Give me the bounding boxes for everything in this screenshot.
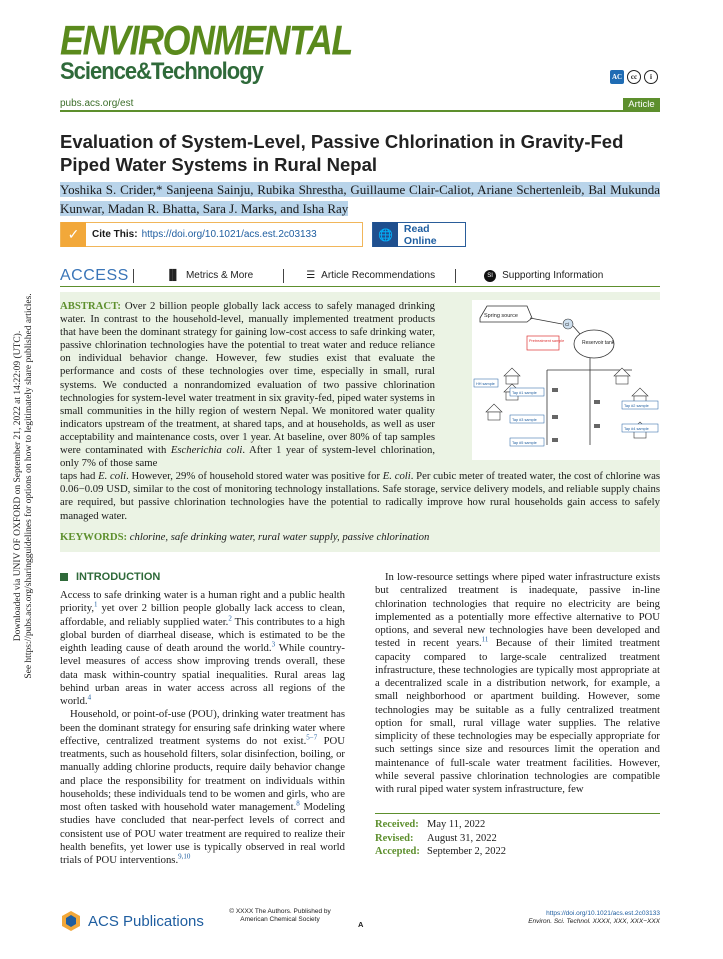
intro-paragraph-2 bbox=[60, 708, 345, 867]
journal-logo[interactable] bbox=[60, 16, 352, 85]
divider bbox=[283, 269, 284, 283]
copyright-notice bbox=[215, 908, 345, 924]
tap3-label: Tap #3 sample bbox=[512, 418, 537, 422]
abstract-part4: . However, 29% of household stored water was positive for bbox=[126, 470, 383, 483]
acs-authorchoice-icon: AC bbox=[610, 70, 624, 84]
introduction-heading-text: INTRODUCTION bbox=[76, 571, 161, 583]
cite-label: Cite This: bbox=[92, 229, 138, 240]
journal-url[interactable]: pubs.acs.org/est bbox=[60, 98, 134, 109]
page-number: A bbox=[358, 920, 364, 929]
received-label: Received: bbox=[375, 819, 419, 830]
copyright-line1: © XXXX The Authors. Published by bbox=[229, 908, 331, 915]
globe-icon: 🌐 bbox=[373, 222, 398, 247]
text-span: While country-level measures of access show improving trends overall, these data mask within-country spatial inequalities. Rural areas lag behind urban areas in water access across all regions of the world. bbox=[60, 642, 345, 707]
keywords-text: chlorine, safe drinking water, rural water supply, passive chlorination bbox=[129, 531, 430, 543]
supporting-info-link[interactable] bbox=[484, 270, 603, 282]
revised-label: Revised: bbox=[375, 832, 414, 844]
keywords bbox=[60, 531, 660, 543]
divider bbox=[133, 269, 134, 283]
attribution-icon: i bbox=[644, 70, 658, 84]
left-column bbox=[60, 589, 345, 867]
cite-this-box[interactable] bbox=[60, 222, 363, 247]
tap5-label: Tap #5 sample bbox=[512, 441, 537, 445]
footer-journal-ref: Environ. Sci. Technol. XXXX, XXX, XXX−XXX bbox=[528, 918, 660, 925]
pretreatment-label: Pretreatment sample bbox=[529, 339, 565, 343]
metrics-link[interactable] bbox=[166, 270, 253, 281]
accepted-row bbox=[375, 845, 660, 859]
abstract-upper bbox=[60, 300, 435, 470]
tap4-label: Tap #4 sample bbox=[624, 427, 649, 431]
text-span: Modeling studies have concluded that near-perfect levels of correct and consistent use of POU water treatment are required to realize their health benefits, yet lower use is typically observed in real world trials of POU interventions. bbox=[60, 801, 345, 866]
abstract-ecoli: Escherichia coli bbox=[170, 444, 243, 457]
footer-citation bbox=[480, 910, 660, 926]
tap1-label: Tap #1 sample bbox=[512, 391, 537, 395]
text-span: Access to safe drinking water is a human right and a public health priority, bbox=[60, 589, 345, 615]
download-note-line2: See https://pubs.acs.org/sharingguidelines for options on how to legitimately share published articles. bbox=[24, 293, 34, 679]
abstract-part3: taps had bbox=[60, 470, 99, 483]
article-type-badge: Article bbox=[623, 98, 660, 111]
recommendations-link[interactable] bbox=[306, 270, 435, 281]
right-column bbox=[375, 571, 660, 796]
keywords-heading: KEYWORDS: bbox=[60, 531, 128, 543]
author-list bbox=[60, 180, 660, 218]
reference-link[interactable]: 1 bbox=[94, 600, 98, 609]
spring-source-label: Spring source bbox=[484, 313, 518, 319]
intro-paragraph-3 bbox=[375, 571, 660, 796]
article-title: Evaluation of System-Level, Passive Chlorination in Gravity-Fed Piped Water Systems in Rural Nepal bbox=[60, 131, 624, 175]
access-label: ACCESS bbox=[60, 266, 129, 284]
acs-publications-logo[interactable] bbox=[60, 910, 204, 932]
intro-paragraph-1 bbox=[60, 589, 345, 708]
si-icon: SI bbox=[484, 270, 496, 282]
text-span: This contributes to a high global burden of diarrheal disease, which is estimated to be the eighth leading cause of death around the world. bbox=[60, 615, 345, 654]
text-span: In low-resource settings where piped water infrastructure exists but centralized treatment is inadequate, passive in-line chlorination technologies that require no electricity are being implemented as a potentially more effective alternative to POU options, and several new technologies have been developed and tested in recent years. bbox=[375, 571, 660, 650]
text-span: yet over 2 billion people globally lack access to clean, affordable, and reliably supplied water. bbox=[60, 602, 345, 628]
abstract-ecoli: E. coli bbox=[382, 470, 411, 483]
footer-doi-link[interactable]: https://doi.org/10.1021/acs.est.2c03133 bbox=[546, 910, 660, 917]
abstract-part1: Over 2 billion people globally lack access to safely managed drinking water. In contrast to the household-level, manually implemented treatment products that have been the dominant strategy for gaining low-cost access to safe drinking water, passive chlorination technologies have the potential to treat water and reduce reliance on individual behavior change. However, few studies exist that evaluate the performance and costs of these technologies over time, especially in small, rural systems. We conducted a nonrandomized evaluation of two passive chlorination technologies for system-level water treatment in six gravity-fed, piped water systems in small communities in the hilly region of western Nepal. We monitored water quality indicators upstream of the treatment, at shared taps, and at households, as well as user acceptability and maintenance costs, over 1 year. At baseline, over 80% of tap samples were contaminated with bbox=[60, 300, 435, 457]
reference-link[interactable]: 8 bbox=[296, 799, 300, 808]
access-bar bbox=[60, 265, 660, 287]
reference-link[interactable]: 3 bbox=[271, 640, 276, 649]
checkmark-icon: ✓ bbox=[61, 222, 86, 247]
license-badges bbox=[610, 70, 658, 84]
publisher-name: ACS Publications bbox=[88, 912, 204, 930]
hh-sample-label: HH sample bbox=[476, 382, 495, 386]
header-rule bbox=[60, 110, 660, 112]
reference-link[interactable]: 11 bbox=[481, 635, 489, 644]
journal-logo-line1: ENVIRONMENTAL bbox=[60, 16, 352, 64]
publication-dates bbox=[375, 813, 660, 859]
toc-graphic bbox=[472, 300, 662, 460]
text-span: POU treatments, such as household filters, solar disinfection, boiling, or manually adding chlorine products, require daily behavior change and place the responsibility for treatment on individuals within households; these individuals tend to be women and girls, who are most often tasked with household water management. bbox=[60, 734, 345, 813]
chlorinator-label: Cl bbox=[565, 322, 570, 327]
abstract-part5: . Per cubic meter of treated water, the cost of chlorine was 0.06−0.09 USD, similar to the cost of monitoring technology installations. Safe storage, service delivery models, and reliable supply chains are required, but passive chlorination technologies have the potential to radically improve how rural households gain access to safely managed water. bbox=[60, 470, 660, 522]
read-online-button[interactable] bbox=[372, 222, 466, 247]
divider bbox=[455, 269, 456, 283]
creative-commons-icon: cc bbox=[627, 70, 641, 84]
list-icon: ☰ bbox=[306, 270, 316, 281]
authors-text[interactable]: Yoshika S. Crider,* Sanjeena Sainju, Rubika Shrestha, Guillaume Clair-Caliot, Ariane Schertenleib, Bal Mukunda Kunwar, Madan R. Bhatta, Sara J. Marks, and Isha Ray bbox=[60, 182, 660, 216]
accepted-label: Accepted: bbox=[375, 846, 420, 857]
tap2-label: Tap #2 sample bbox=[624, 404, 649, 408]
reference-link[interactable]: 2 bbox=[228, 613, 232, 622]
download-note bbox=[13, 286, 35, 686]
text-span: Because of their limited treatment capacity compared to large-scale centralized treatment infrastructure, these technologies are typically most appropriate at a decentralized scale in a distribution network, for example, a small neighborhood or apartment building. However, some technologies may be suitable as a fully centralized treatment option for small, rural village water supplies. The relative simplicity of these technologies may be especially appropriate for such settings since size and resources limit the operation and maintenance of full-scale water treatment facilities. However, while several passive chlorination technologies are compatible with rural piped water system infrastructure, few bbox=[375, 637, 660, 795]
received-row bbox=[375, 818, 660, 832]
read-online-label: Read Online bbox=[403, 222, 437, 247]
received-date: May 11, 2022 bbox=[427, 819, 486, 830]
acs-hexagon-icon bbox=[60, 910, 82, 932]
abstract-heading: ABSTRACT: bbox=[60, 300, 121, 312]
reference-link[interactable]: 4 bbox=[87, 693, 92, 702]
accepted-date: September 2, 2022 bbox=[427, 846, 507, 857]
bar-chart-icon: ▐▌ bbox=[165, 270, 180, 281]
abstract-ecoli: E. coli bbox=[98, 470, 127, 483]
abstract-part2: . After 1 year of system-level chlorination, only 7% of those same bbox=[60, 444, 435, 470]
metrics-label: Metrics & More bbox=[185, 270, 254, 281]
revised-date: August 31, 2022 bbox=[427, 832, 497, 844]
recommendations-label: Article Recommendations bbox=[321, 270, 436, 281]
revised-row bbox=[375, 832, 660, 846]
section-square-icon bbox=[60, 573, 68, 581]
reference-link[interactable]: 5−7 bbox=[306, 733, 318, 742]
text-span: Household, or point-of-use (POU), drinking water treatment has been the dominant strategy for ensuring safe drinking water where effective, centralized treatment systems do not exist. bbox=[60, 708, 345, 747]
supporting-info-label: Supporting Information bbox=[502, 270, 604, 281]
abstract-lower bbox=[60, 470, 660, 522]
reservoir-label: Reservoir tank bbox=[582, 340, 615, 346]
cite-doi-link[interactable]: https://doi.org/10.1021/acs.est.2c03133 bbox=[141, 229, 317, 240]
journal-logo-line2: Science&Technology bbox=[60, 56, 263, 85]
introduction-heading bbox=[60, 571, 160, 583]
download-note-line1: Downloaded via UNIV OF OXFORD on September 21, 2022 at 14:22:09 (UTC). bbox=[13, 330, 23, 642]
reference-link[interactable]: 9,10 bbox=[178, 852, 191, 861]
copyright-line2: American Chemical Society bbox=[240, 916, 320, 923]
